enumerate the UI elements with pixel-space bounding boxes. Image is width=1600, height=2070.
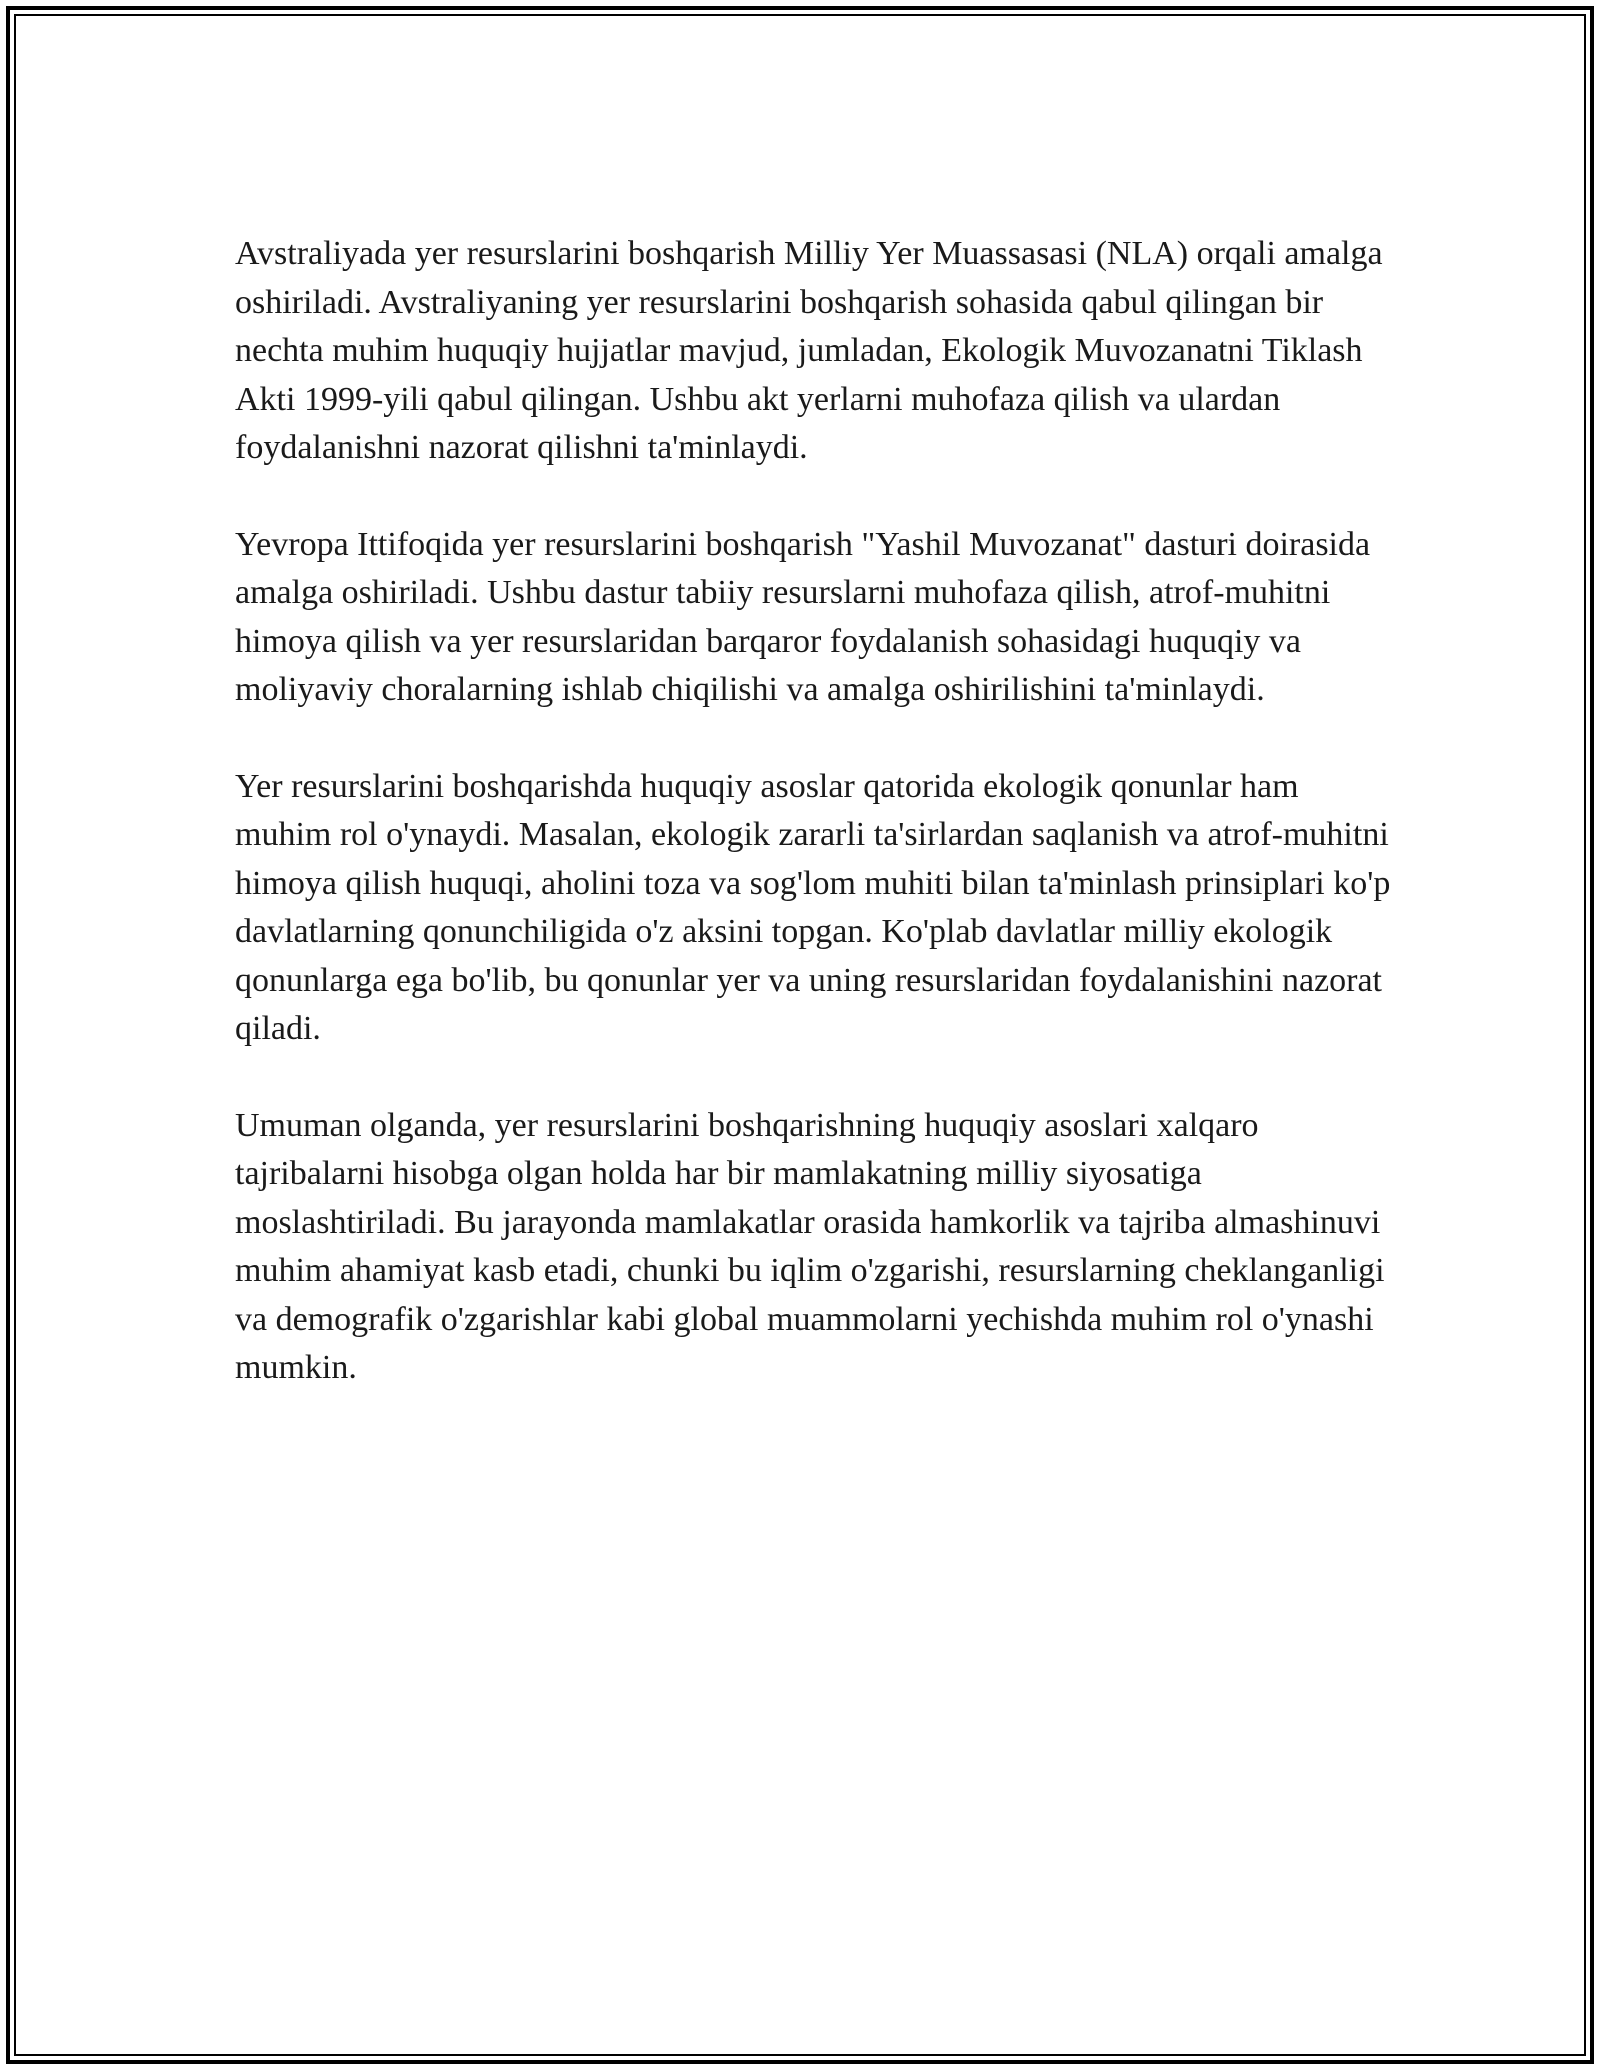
paragraph-australia: Avstraliyada yer resurslarini boshqarish Milliy Yer Muassasasi (NLA) orqali amalga oshiriladi. Avstraliyaning yer resurslarini boshqarish sohasida qabul qilingan bir nechta muhim huquqiy hujjatlar mavjud, jumladan, Ekologik Muvozanatni Tiklash Akti 1999-yili qabul qilingan. Ushbu akt yerlarni muhofaza qilish va ulardan foydalanishni nazorat qilishni ta'minlaydi. [235,235,1383,466]
paragraph-ecological-laws: Yer resurslarini boshqarishda huquqiy asoslar qatorida ekologik qonunlar ham muhim rol o'ynaydi. Masalan, ekologik zararli ta'sirlardan saqlanish va atrof-muhitni himoya qilish huquqi, aholini toza va sog'lom muhiti bilan ta'minlash prinsiplari ko'p davlatlarning qonunchiligida o'z aksini topgan. Ko'plab davlatlar milliy ekologik qonunlarga ega bo'lib, bu qonunlar yer va uning resurslaridan foydalanishini nazorat qiladi. [235,767,1391,1047]
document-body [235,230,1395,1393]
paragraph-conclusion: Umuman olganda, yer resurslarini boshqarishning huquqiy asoslari xalqaro tajribalarni hisobga olgan holda har bir mamlakatning milliy siyosatiga moslashtiriladi. Bu jarayonda mamlakatlar orasida hamkorlik va tajriba almashinuvi muhim ahamiyat kasb etadi, chunki bu iqlim o'zgarishi, resurslarning cheklanganligi va demografik o'zgarishlar kabi global muammolarni yechishda muhim rol o'ynashi mumkin. [235,1106,1385,1386]
paragraph-european-union: Yevropa Ittifoqida yer resurslarini boshqarish "Yashil Muvozanat" dasturi doirasida amalga oshiriladi. Ushbu dastur tabiiy resurslarni muhofaza qilish, atrof-muhitni himoya qilish va yer resurslaridan barqaror foydalanish sohasidagi huquqiy va moliyaviy choralarning ishlab chiqilishi va amalga oshirilishini ta'minlaydi. [235,525,1371,708]
